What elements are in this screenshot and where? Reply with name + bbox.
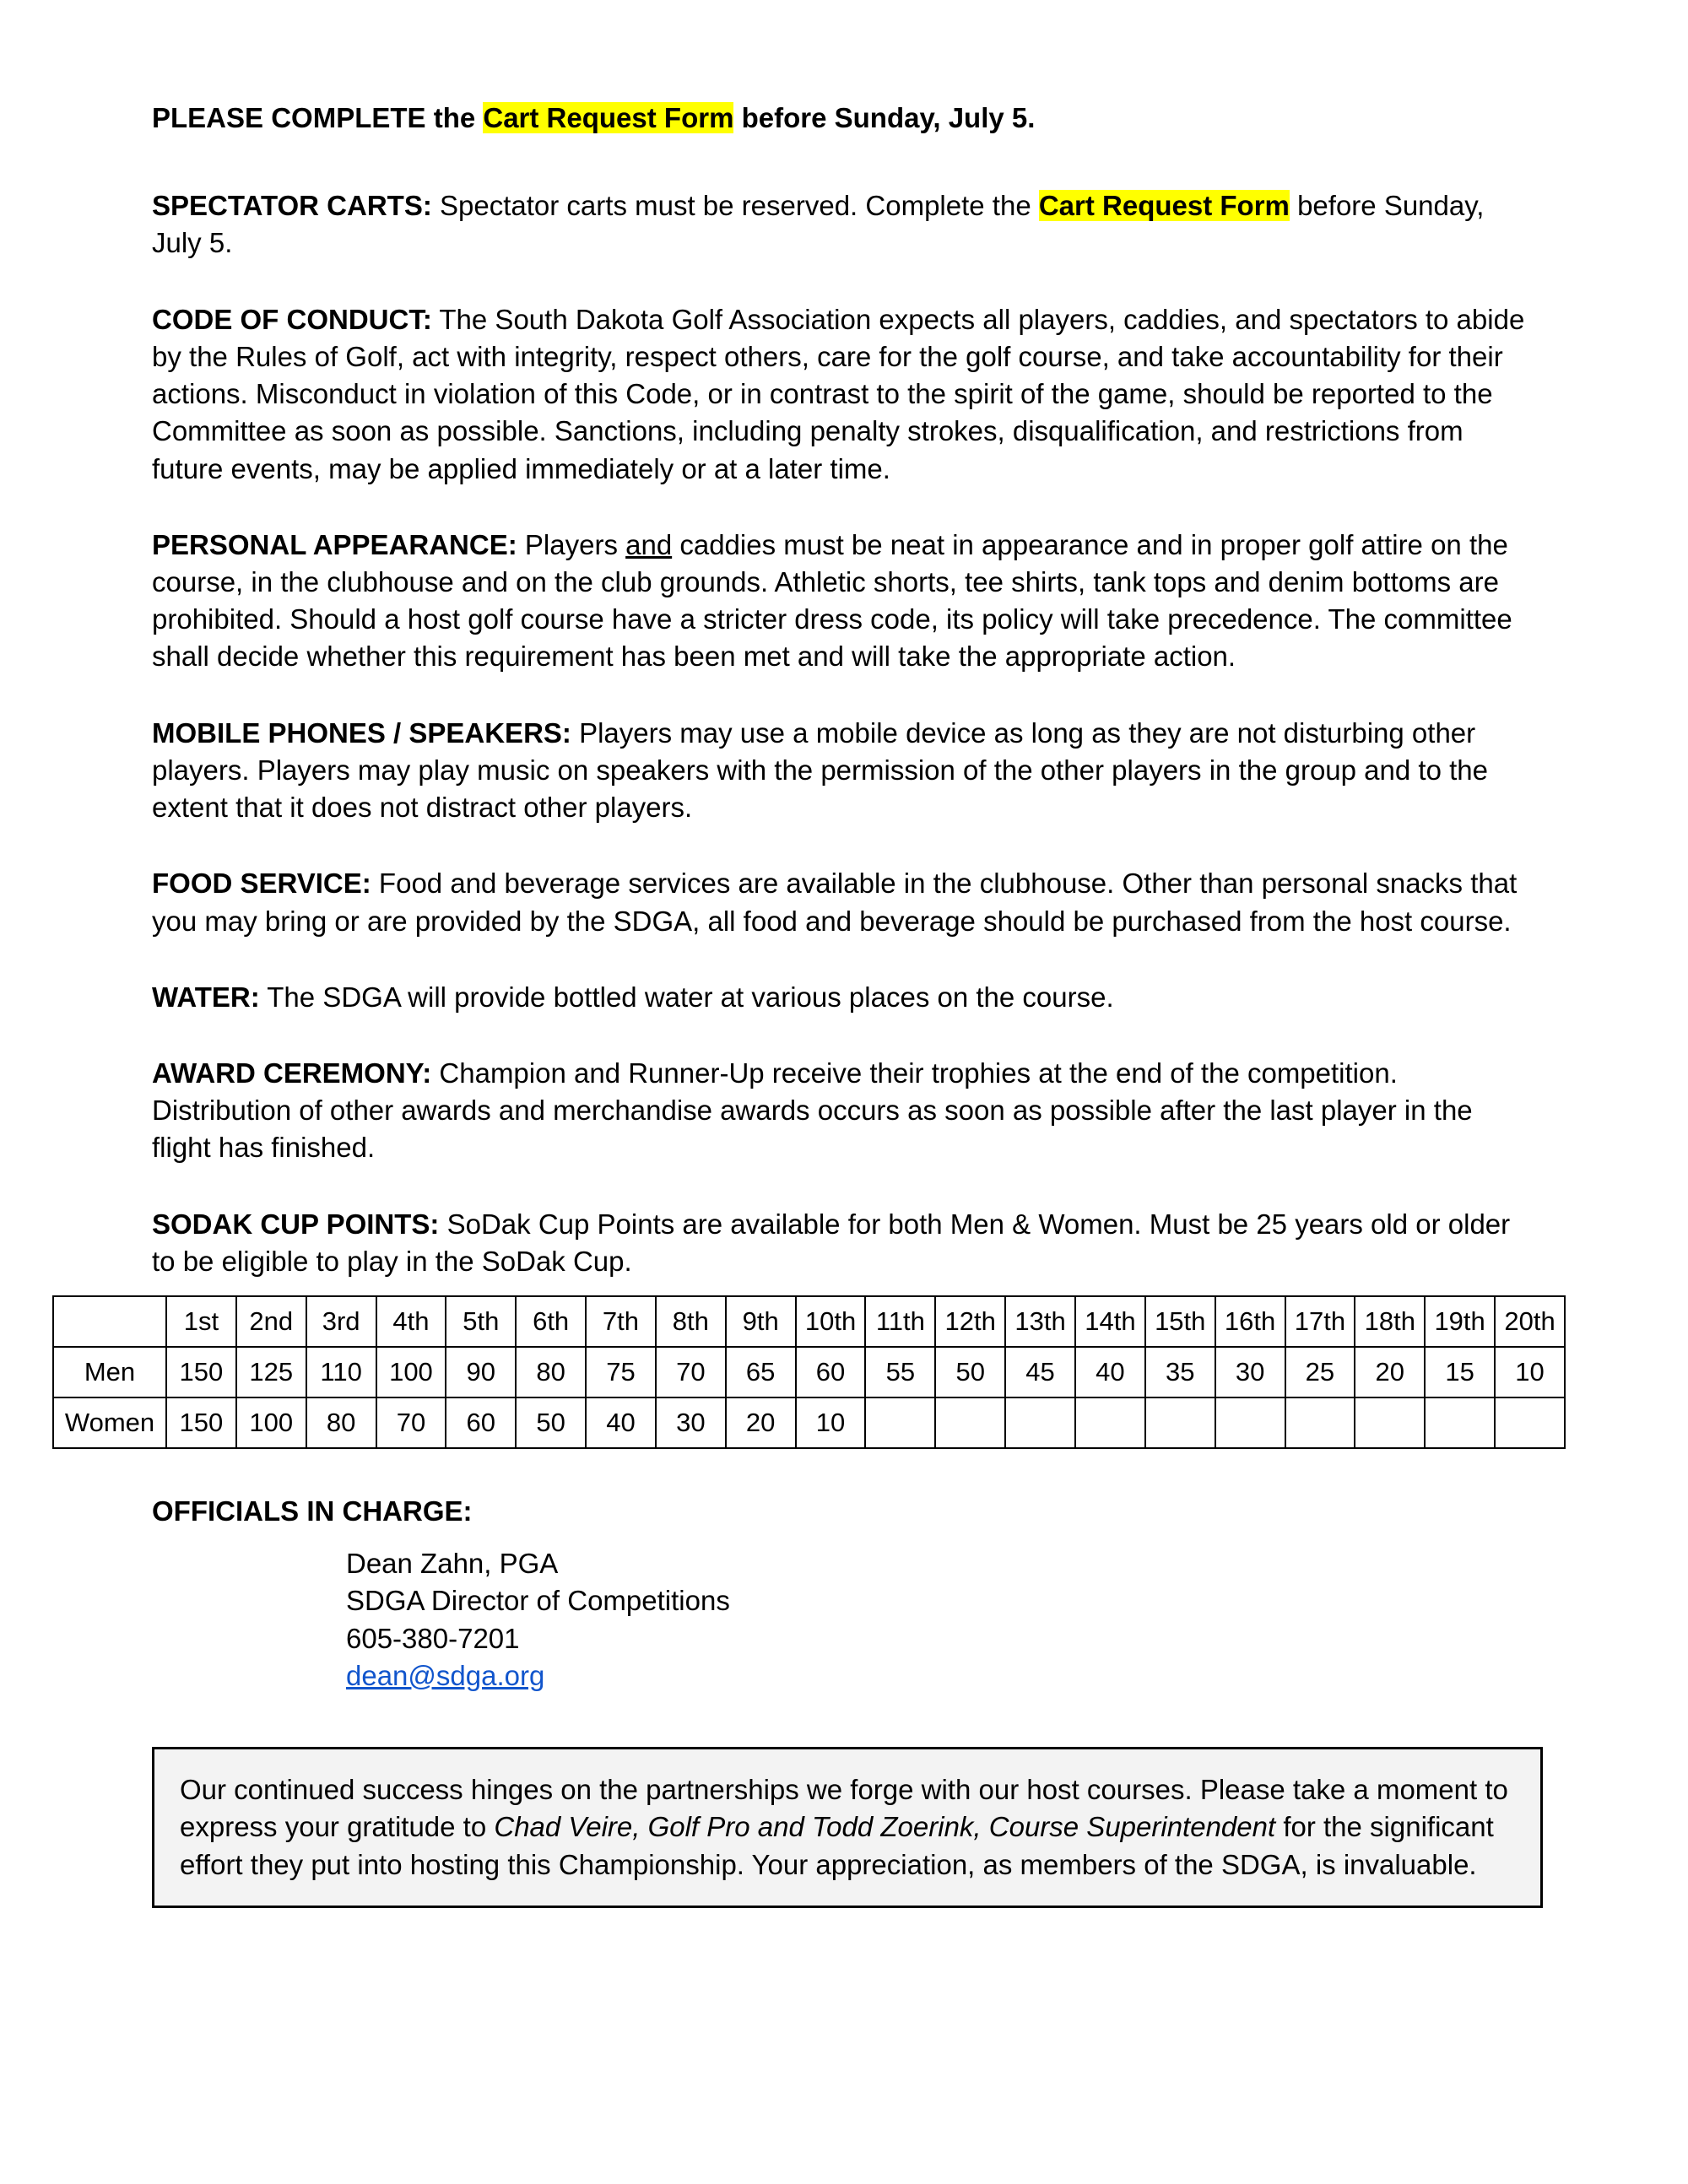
table-header-cell: 12th	[935, 1296, 1005, 1347]
table-value-cell: 60	[796, 1347, 866, 1397]
table-corner-cell	[53, 1296, 166, 1347]
table-value-cell: 30	[656, 1397, 726, 1448]
official-email-row	[346, 1657, 1536, 1695]
table-value-cell: 10	[1495, 1347, 1565, 1397]
table-header-cell: 14th	[1075, 1296, 1145, 1347]
table-value-cell: 60	[446, 1397, 516, 1448]
intro-text-1: PLEASE COMPLETE the	[152, 102, 484, 133]
table-value-cell: 80	[516, 1347, 586, 1397]
food-service-label: FOOD SERVICE:	[152, 868, 371, 900]
official-email-link[interactable]: dean@sdga.org	[346, 1659, 545, 1691]
table-value-cell: 125	[236, 1347, 306, 1397]
table-value-cell: 100	[236, 1397, 306, 1448]
water-text: The SDGA will provide bottled water at various places on the course.	[259, 981, 1114, 1013]
table-value-cell: 45	[1005, 1347, 1075, 1397]
spectator-carts-text-1: Spectator carts must be reserved. Complete the	[431, 190, 1039, 222]
table-value-cell: 25	[1285, 1347, 1355, 1397]
table-value-cell: 15	[1425, 1347, 1495, 1397]
table-row	[53, 1397, 1565, 1448]
table-value-cell: 40	[586, 1397, 656, 1448]
table-value-cell: 150	[166, 1397, 236, 1448]
table-value-cell: 70	[656, 1347, 726, 1397]
spectator-carts-label: SPECTATOR CARTS:	[152, 190, 432, 222]
table-value-cell	[935, 1397, 1005, 1448]
host-appreciation-note-box	[152, 1747, 1543, 1908]
sodak-cup-points-text: SoDak Cup Points are available for both Men & Women. Must be 25 years old or older to be eligible to play in the SoDak Cup.	[152, 1208, 1511, 1277]
table-value-cell: 50	[516, 1397, 586, 1448]
table-value-cell: 20	[726, 1397, 796, 1448]
table-header-cell: 15th	[1145, 1296, 1215, 1347]
table-header-cell: 16th	[1215, 1296, 1285, 1347]
table-header-cell: 8th	[656, 1296, 726, 1347]
table-value-cell	[1495, 1397, 1565, 1448]
cart-request-form-highlight: Cart Request Form	[1038, 190, 1290, 222]
award-ceremony-label: AWARD CEREMONY:	[152, 1057, 432, 1089]
note-text-2: for the significant effort they put into hosting this Championship. Your appreciation, as members of the SDGA, is invaluable.	[180, 1811, 1494, 1880]
section-mobile-phones	[152, 715, 1536, 827]
food-service-text: Food and beverage services are available in the clubhouse. Other than personal snacks that you may bring or are provided by the SDGA, all food and beverage should be purchased from the host course.	[152, 868, 1518, 937]
table-header-cell: 3rd	[306, 1296, 376, 1347]
table-value-cell	[1005, 1397, 1075, 1448]
intro-line	[152, 100, 1536, 137]
section-spectator-carts	[152, 187, 1536, 262]
table-value-cell	[1145, 1397, 1215, 1448]
note-hosts-italic: Chad Veire, Golf Pro and Todd Zoerink, Course Superintendent	[494, 1811, 1276, 1843]
officials-block	[346, 1545, 1536, 1695]
table-value-cell: 65	[726, 1347, 796, 1397]
intro-text-2: before Sunday, July 5.	[733, 102, 1036, 133]
sodak-cup-points-label: SODAK CUP POINTS:	[152, 1208, 440, 1240]
table-value-cell: 90	[446, 1347, 516, 1397]
table-header-cell: 19th	[1425, 1296, 1495, 1347]
section-personal-appearance	[152, 527, 1536, 676]
section-food-service	[152, 865, 1536, 939]
table-row-label: Women	[53, 1397, 166, 1448]
table-header-cell: 11th	[865, 1296, 935, 1347]
code-of-conduct-label: CODE OF CONDUCT:	[152, 303, 432, 335]
mobile-phones-label: MOBILE PHONES / SPEAKERS:	[152, 716, 571, 749]
table-value-cell: 20	[1355, 1347, 1425, 1397]
water-label: WATER:	[152, 981, 260, 1013]
table-value-cell	[1425, 1397, 1495, 1448]
officials-in-charge-label: OFFICIALS IN CHARGE:	[152, 1495, 473, 1527]
note-text-1: Our continued success hinges on the partnerships we forge with our host courses. Please take a moment to express your gratitude to	[180, 1774, 1508, 1843]
official-title: SDGA Director of Competitions	[346, 1585, 730, 1617]
personal-appearance-text-1: Players	[517, 528, 626, 560]
table-row-label: Men	[53, 1347, 166, 1397]
table-header-cell: 9th	[726, 1296, 796, 1347]
table-header-cell: 7th	[586, 1296, 656, 1347]
sodak-cup-points-table	[52, 1295, 1566, 1449]
table-value-cell	[1075, 1397, 1145, 1448]
table-value-cell: 35	[1145, 1347, 1215, 1397]
mobile-phones-text: Players may use a mobile device as long as they are not disturbing other players. Players may play music on speakers with the permission of the other players in the group and to the extent that it does not distract other players.	[152, 716, 1488, 824]
personal-appearance-label: PERSONAL APPEARANCE:	[152, 528, 517, 560]
official-phone: 605-380-7201	[346, 1622, 520, 1654]
table-header-cell: 20th	[1495, 1296, 1565, 1347]
personal-appearance-text-2: caddies must be neat in appearance and in proper golf attire on the course, in the clubhouse and on the club grounds. Athletic shorts, tee shirts, tank tops and denim bottoms are prohibited. Should a host golf course have a stricter dress code, its policy will take precedence. The committee shall decide whether this requirement has been met and will take the appropriate action.	[152, 528, 1512, 673]
table-value-cell: 55	[865, 1347, 935, 1397]
table-header-cell: 17th	[1285, 1296, 1355, 1347]
table-header-cell: 1st	[166, 1296, 236, 1347]
cart-request-form-highlight: Cart Request Form	[483, 102, 734, 133]
table-value-cell: 40	[1075, 1347, 1145, 1397]
table-header-cell: 4th	[376, 1296, 446, 1347]
table-header-cell: 6th	[516, 1296, 586, 1347]
table-value-cell: 10	[796, 1397, 866, 1448]
table-header-cell: 10th	[796, 1296, 866, 1347]
table-value-cell	[865, 1397, 935, 1448]
section-water	[152, 979, 1536, 1016]
table-header-cell: 5th	[446, 1296, 516, 1347]
table-value-cell	[1355, 1397, 1425, 1448]
personal-appearance-underlined-and: and	[625, 528, 673, 560]
table-value-cell: 150	[166, 1347, 236, 1397]
table-value-cell: 70	[376, 1397, 446, 1448]
table-header-cell: 18th	[1355, 1296, 1425, 1347]
table-value-cell	[1215, 1397, 1285, 1448]
spectator-carts-text-2: before Sunday, July 5.	[152, 190, 1485, 259]
table-value-cell: 110	[306, 1347, 376, 1397]
section-award-ceremony	[152, 1055, 1536, 1167]
table-value-cell: 100	[376, 1347, 446, 1397]
table-header-row	[53, 1296, 1565, 1347]
award-ceremony-text: Champion and Runner-Up receive their trophies at the end of the competition. Distribution of other awards and merchandise awards occurs as soon as possible after the last player in the flight has finished.	[152, 1057, 1473, 1164]
section-code-of-conduct	[152, 301, 1536, 488]
table-header-cell: 13th	[1005, 1296, 1075, 1347]
table-header-cell: 2nd	[236, 1296, 306, 1347]
table-value-cell: 75	[586, 1347, 656, 1397]
table-value-cell: 50	[935, 1347, 1005, 1397]
table-value-cell: 80	[306, 1397, 376, 1448]
section-sodak-cup-points	[152, 1206, 1536, 1280]
table-value-cell	[1285, 1397, 1355, 1448]
official-name: Dean Zahn, PGA	[346, 1548, 559, 1580]
table-row	[53, 1347, 1565, 1397]
table-value-cell: 30	[1215, 1347, 1285, 1397]
code-of-conduct-text: The South Dakota Golf Association expects all players, caddies, and spectators to abide by the Rules of Golf, act with integrity, respect others, care for the golf course, and take accountability for their actions. Misconduct in violation of this Code, or in contrast to the spirit of the game, should be reported to the Committee as soon as possible. Sanctions, including penalty strokes, disqualification, and restrictions from future events, may be applied immediately or at a later time.	[152, 303, 1525, 484]
